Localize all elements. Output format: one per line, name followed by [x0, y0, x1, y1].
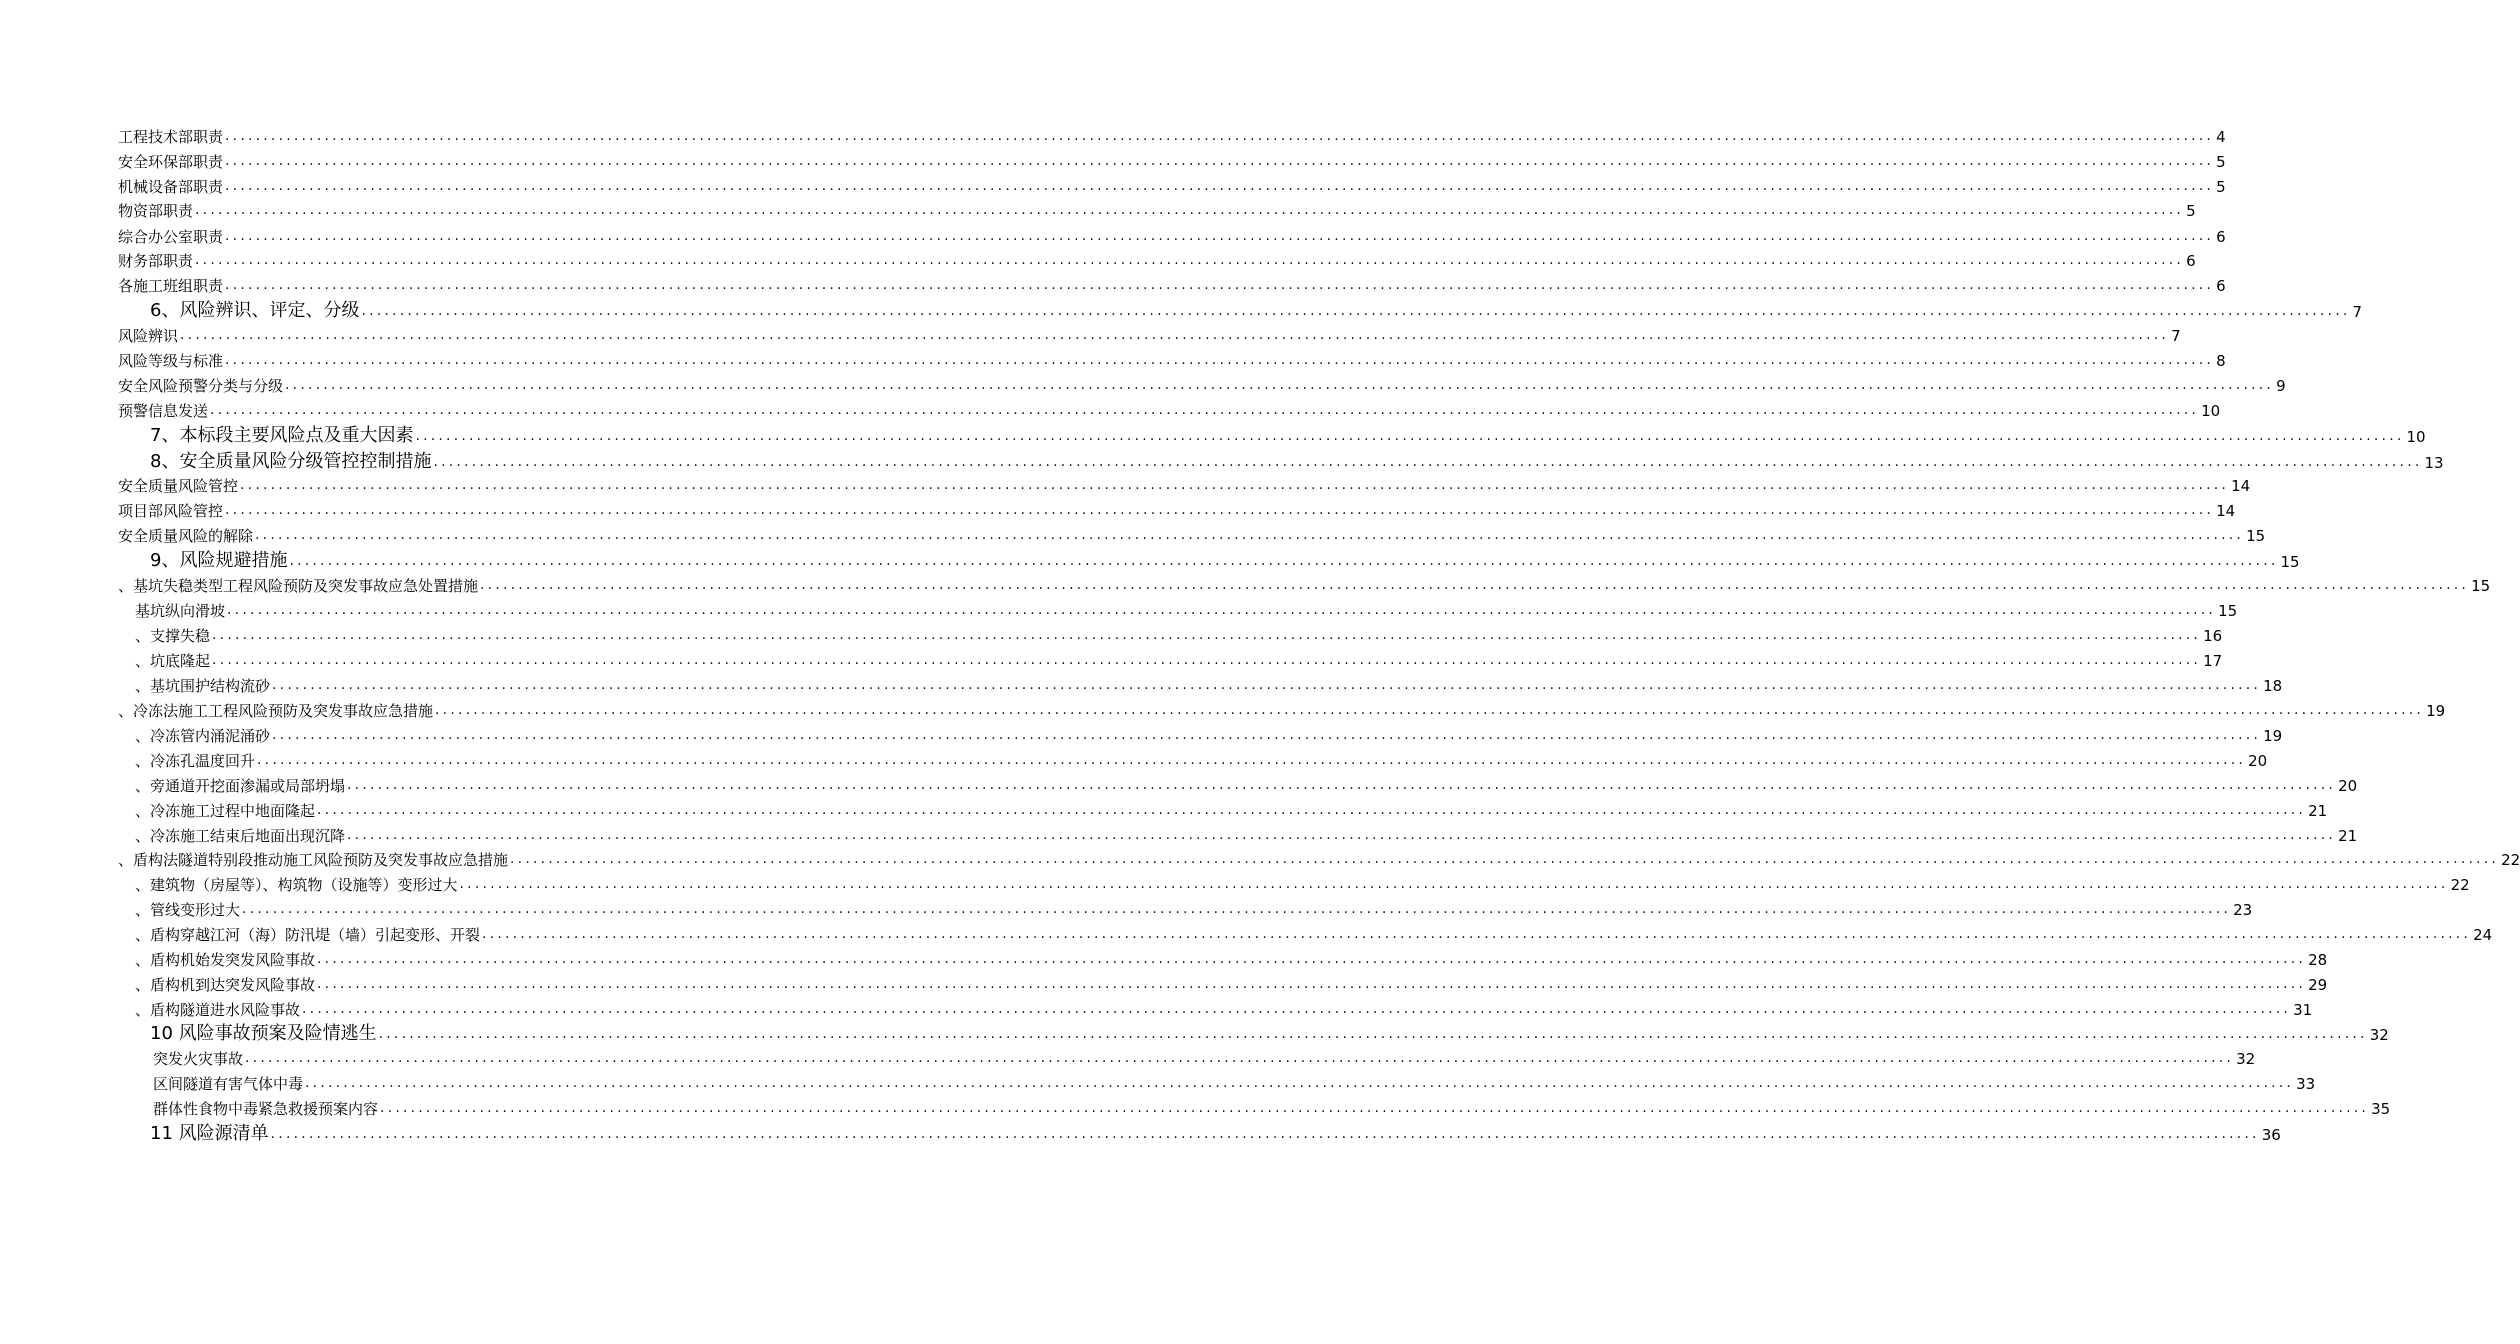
toc-entry-page-number: 6	[2186, 252, 2196, 270]
toc-entry-page-number: 28	[2308, 951, 2328, 969]
toc-entry-page-number: 15	[2280, 553, 2300, 571]
toc-dot-leader: ....................................................................................................................................................................................................................................................................	[195, 252, 2185, 268]
toc-dot-leader: ....................................................................................................................................................................................................................................................................	[245, 1050, 2235, 1066]
toc-entry-title: 各施工班组职责	[118, 277, 224, 295]
toc-dot-leader: ....................................................................................................................................................................................................................................................................	[347, 827, 2337, 843]
toc-entry-page-number: 4	[2216, 128, 2226, 146]
toc-dot-leader: ....................................................................................................................................................................................................................................................................	[212, 627, 2202, 643]
toc-dot-leader: ....................................................................................................................................................................................................................................................................	[361, 303, 2351, 319]
toc-entry[interactable]	[118, 402, 2221, 420]
toc-entry[interactable]	[118, 527, 2266, 545]
toc-entry-page-number: 22	[2501, 851, 2520, 869]
toc-entry-page-number: 24	[2473, 926, 2493, 944]
toc-entry-title: 预警信息发送	[118, 402, 209, 420]
toc-entry[interactable]	[135, 827, 2358, 845]
toc-entry[interactable]	[118, 577, 2491, 595]
toc-entry[interactable]	[153, 1050, 2256, 1068]
toc-dot-leader: ....................................................................................................................................................................................................................................................................	[302, 1001, 2292, 1017]
toc-dot-leader: ....................................................................................................................................................................................................................................................................	[255, 527, 2245, 543]
toc-entry-page-number: 19	[2263, 727, 2283, 745]
toc-entry[interactable]	[135, 802, 2328, 820]
toc-entry-title: 6、风险辨识、评定、分级	[150, 300, 360, 321]
toc-entry-title: 、盾构穿越江河（海）防汛堤（墙）引起变形、开裂	[135, 926, 481, 944]
toc-entry[interactable]	[135, 876, 2470, 894]
toc-entry[interactable]	[135, 752, 2268, 770]
toc-entry[interactable]	[135, 1001, 2313, 1019]
toc-dot-leader: ....................................................................................................................................................................................................................................................................	[317, 951, 2307, 967]
toc-dot-leader: ....................................................................................................................................................................................................................................................................	[305, 1075, 2295, 1091]
toc-dot-leader: ....................................................................................................................................................................................................................................................................	[240, 477, 2230, 493]
toc-entry-page-number: 7	[2352, 303, 2363, 321]
toc-entry-title: 10 风险事故预案及险情逃生	[150, 1023, 377, 1044]
toc-entry-page-number: 14	[2231, 477, 2251, 495]
toc-dot-leader: ....................................................................................................................................................................................................................................................................	[272, 677, 2262, 693]
toc-entry-title: 物资部职责	[118, 202, 194, 220]
toc-entry-title: 、冷冻施工结束后地面出现沉降	[135, 827, 346, 845]
toc-entry-page-number: 6	[2216, 228, 2226, 246]
toc-entry-title: 风险辨识	[118, 327, 179, 345]
toc-entry[interactable]	[135, 727, 2283, 745]
toc-dot-leader: ....................................................................................................................................................................................................................................................................	[317, 976, 2307, 992]
toc-entry-title: 、冷冻孔温度回升	[135, 752, 256, 770]
toc-entry[interactable]	[150, 451, 2444, 472]
toc-entry-page-number: 29	[2308, 976, 2328, 994]
toc-entry-title: 安全质量风险的解除	[118, 527, 254, 545]
toc-entry[interactable]	[118, 128, 2226, 146]
toc-entry-page-number: 10	[2406, 428, 2426, 446]
toc-entry-page-number: 15	[2471, 577, 2491, 595]
toc-entry[interactable]	[150, 1123, 2281, 1144]
toc-dot-leader: ....................................................................................................................................................................................................................................................................	[225, 178, 2215, 194]
toc-dot-leader: ....................................................................................................................................................................................................................................................................	[435, 702, 2425, 718]
toc-entry[interactable]	[135, 926, 2493, 944]
toc-entry-title: 基坑纵向滑坡	[135, 602, 226, 620]
toc-entry-page-number: 6	[2216, 277, 2226, 295]
toc-entry-page-number: 14	[2216, 502, 2236, 520]
toc-entry[interactable]	[135, 901, 2253, 919]
toc-entry-page-number: 20	[2338, 777, 2358, 795]
toc-entry[interactable]	[118, 252, 2196, 270]
toc-entry[interactable]	[118, 502, 2236, 520]
toc-entry-page-number: 15	[2218, 602, 2238, 620]
toc-entry[interactable]	[118, 202, 2196, 220]
toc-entry-page-number: 32	[2369, 1026, 2389, 1044]
toc-entry-title: 、基坑失稳类型工程风险预防及突发事故应急处置措施	[118, 577, 479, 595]
toc-dot-leader: ....................................................................................................................................................................................................................................................................	[480, 577, 2470, 593]
toc-entry-title: 、坑底隆起	[135, 652, 211, 670]
toc-dot-leader: ....................................................................................................................................................................................................................................................................	[225, 228, 2215, 244]
toc-entry-title: 、冷冻管内涌泥涌砂	[135, 727, 271, 745]
toc-dot-leader: ....................................................................................................................................................................................................................................................................	[227, 602, 2217, 618]
toc-entry-page-number: 5	[2186, 202, 2196, 220]
toc-entry-page-number: 36	[2261, 1126, 2281, 1144]
toc-entry[interactable]	[118, 153, 2226, 171]
toc-dot-leader: ....................................................................................................................................................................................................................................................................	[212, 652, 2202, 668]
toc-entry-title: 项目部风险管控	[118, 502, 224, 520]
toc-entry[interactable]	[118, 477, 2251, 495]
toc-entry[interactable]	[118, 352, 2226, 370]
toc-entry-page-number: 5	[2216, 153, 2226, 171]
toc-dot-leader: ....................................................................................................................................................................................................................................................................	[317, 802, 2307, 818]
toc-dot-leader: ....................................................................................................................................................................................................................................................................	[380, 1100, 2370, 1116]
toc-entry-title: 、支撑失稳	[135, 627, 211, 645]
toc-entry-title: 机械设备部职责	[118, 178, 224, 196]
toc-entry[interactable]	[135, 677, 2283, 695]
toc-entry[interactable]	[150, 1023, 2389, 1044]
toc-entry-page-number: 18	[2263, 677, 2283, 695]
toc-entry[interactable]	[150, 300, 2363, 321]
toc-entry[interactable]	[135, 652, 2223, 670]
toc-dot-leader: ....................................................................................................................................................................................................................................................................	[289, 553, 2279, 569]
toc-entry[interactable]	[118, 702, 2446, 720]
toc-dot-leader: ....................................................................................................................................................................................................................................................................	[195, 202, 2185, 218]
toc-entry-page-number: 13	[2424, 454, 2444, 472]
toc-dot-leader: ....................................................................................................................................................................................................................................................................	[378, 1026, 2368, 1042]
toc-entry-title: 8、安全质量风险分级管控控制措施	[150, 451, 432, 472]
toc-entry-title: 安全风险预警分类与分级	[118, 377, 284, 395]
toc-entry-title: 风险等级与标准	[118, 352, 224, 370]
toc-entry[interactable]	[118, 228, 2226, 246]
toc-dot-leader: ....................................................................................................................................................................................................................................................................	[210, 402, 2200, 418]
toc-dot-leader: ....................................................................................................................................................................................................................................................................	[482, 926, 2472, 942]
toc-entry-title: 9、风险规避措施	[150, 550, 288, 571]
toc-entry-page-number: 19	[2426, 702, 2446, 720]
toc-entry[interactable]	[118, 377, 2286, 395]
toc-dot-leader: ....................................................................................................................................................................................................................................................................	[225, 502, 2215, 518]
toc-entry-title: 11 风险源清单	[150, 1123, 269, 1144]
toc-dot-leader: ....................................................................................................................................................................................................................................................................	[225, 153, 2215, 169]
toc-dot-leader: ....................................................................................................................................................................................................................................................................	[225, 352, 2215, 368]
toc-entry-title: 、旁通道开挖面渗漏或局部坍塌	[135, 777, 346, 795]
toc-entry-title: 、盾构隧道进水风险事故	[135, 1001, 301, 1019]
toc-entry[interactable]	[153, 1075, 2316, 1093]
toc-entry-title: 、盾构法隧道特别段推动施工风险预防及突发事故应急措施	[118, 851, 509, 869]
toc-dot-leader: ....................................................................................................................................................................................................................................................................	[285, 377, 2275, 393]
toc-dot-leader: ....................................................................................................................................................................................................................................................................	[257, 752, 2247, 768]
toc-entry-title: 、管线变形过大	[135, 901, 241, 919]
toc-entry-page-number: 22	[2450, 876, 2470, 894]
toc-entry-page-number: 9	[2276, 377, 2286, 395]
toc-entry-title: 财务部职责	[118, 252, 194, 270]
toc-entry[interactable]	[153, 1100, 2391, 1118]
toc-entry-title: 突发火灾事故	[153, 1050, 244, 1068]
toc-entry[interactable]	[135, 627, 2223, 645]
toc-dot-leader: ....................................................................................................................................................................................................................................................................	[510, 851, 2500, 867]
toc-entry-page-number: 21	[2308, 802, 2328, 820]
toc-dot-leader: ....................................................................................................................................................................................................................................................................	[225, 128, 2215, 144]
toc-entry-page-number: 33	[2296, 1075, 2316, 1093]
toc-entry[interactable]	[118, 277, 2226, 295]
toc-dot-leader: ....................................................................................................................................................................................................................................................................	[415, 428, 2405, 444]
toc-entry-page-number: 10	[2201, 402, 2221, 420]
toc-entry[interactable]	[135, 951, 2328, 969]
toc-entry-page-number: 17	[2203, 652, 2223, 670]
toc-entry-title: 7、本标段主要风险点及重大因素	[150, 425, 414, 446]
toc-entry[interactable]	[150, 550, 2300, 571]
toc-entry-title: 安全质量风险管控	[118, 477, 239, 495]
toc-entry-page-number: 20	[2248, 752, 2268, 770]
toc-entry-title: 、盾构机到达突发风险事故	[135, 976, 316, 994]
toc-entry-page-number: 15	[2246, 527, 2266, 545]
toc-entry-page-number: 16	[2203, 627, 2223, 645]
toc-dot-leader: ....................................................................................................................................................................................................................................................................	[433, 454, 2423, 470]
toc-dot-leader: ....................................................................................................................................................................................................................................................................	[270, 1126, 2260, 1142]
toc-dot-leader: ....................................................................................................................................................................................................................................................................	[459, 876, 2449, 892]
toc-entry-title: 综合办公室职责	[118, 228, 224, 246]
toc-entry-page-number: 5	[2216, 178, 2226, 196]
toc-entry-title: 、冷冻法施工工程风险预防及突发事故应急措施	[118, 702, 434, 720]
toc-entry-page-number: 35	[2371, 1100, 2391, 1118]
toc-entry-title: 、建筑物（房屋等）、构筑物（设施等）变形过大	[135, 876, 458, 894]
toc-entry[interactable]	[135, 602, 2238, 620]
toc-entry[interactable]	[135, 777, 2358, 795]
toc-dot-leader: ....................................................................................................................................................................................................................................................................	[242, 901, 2232, 917]
toc-entry-page-number: 21	[2338, 827, 2358, 845]
toc-entry-title: 、基坑围护结构流砂	[135, 677, 271, 695]
toc-entry[interactable]	[118, 178, 2226, 196]
toc-entry-page-number: 23	[2233, 901, 2253, 919]
toc-dot-leader: ....................................................................................................................................................................................................................................................................	[225, 277, 2215, 293]
toc-entry-page-number: 32	[2236, 1050, 2256, 1068]
toc-entry-title: 安全环保部职责	[118, 153, 224, 171]
toc-entry-page-number: 31	[2293, 1001, 2313, 1019]
toc-entry[interactable]	[150, 425, 2426, 446]
toc-entry[interactable]	[118, 851, 2520, 869]
toc-entry-title: 、盾构机始发突发风险事故	[135, 951, 316, 969]
toc-entry-title: 群体性食物中毒紧急救援预案内容	[153, 1100, 379, 1118]
toc-dot-leader: ....................................................................................................................................................................................................................................................................	[272, 727, 2262, 743]
toc-entry-title: 区间隧道有害气体中毒	[153, 1075, 304, 1093]
toc-entry[interactable]	[135, 976, 2328, 994]
toc-dot-leader: ....................................................................................................................................................................................................................................................................	[180, 327, 2170, 343]
toc-entry-title: 、冷冻施工过程中地面隆起	[135, 802, 316, 820]
toc-entry[interactable]	[118, 327, 2181, 345]
toc-entry-page-number: 8	[2216, 352, 2226, 370]
toc-entry-page-number: 7	[2171, 327, 2181, 345]
toc-dot-leader: ....................................................................................................................................................................................................................................................................	[347, 777, 2337, 793]
toc-entry-title: 工程技术部职责	[118, 128, 224, 146]
